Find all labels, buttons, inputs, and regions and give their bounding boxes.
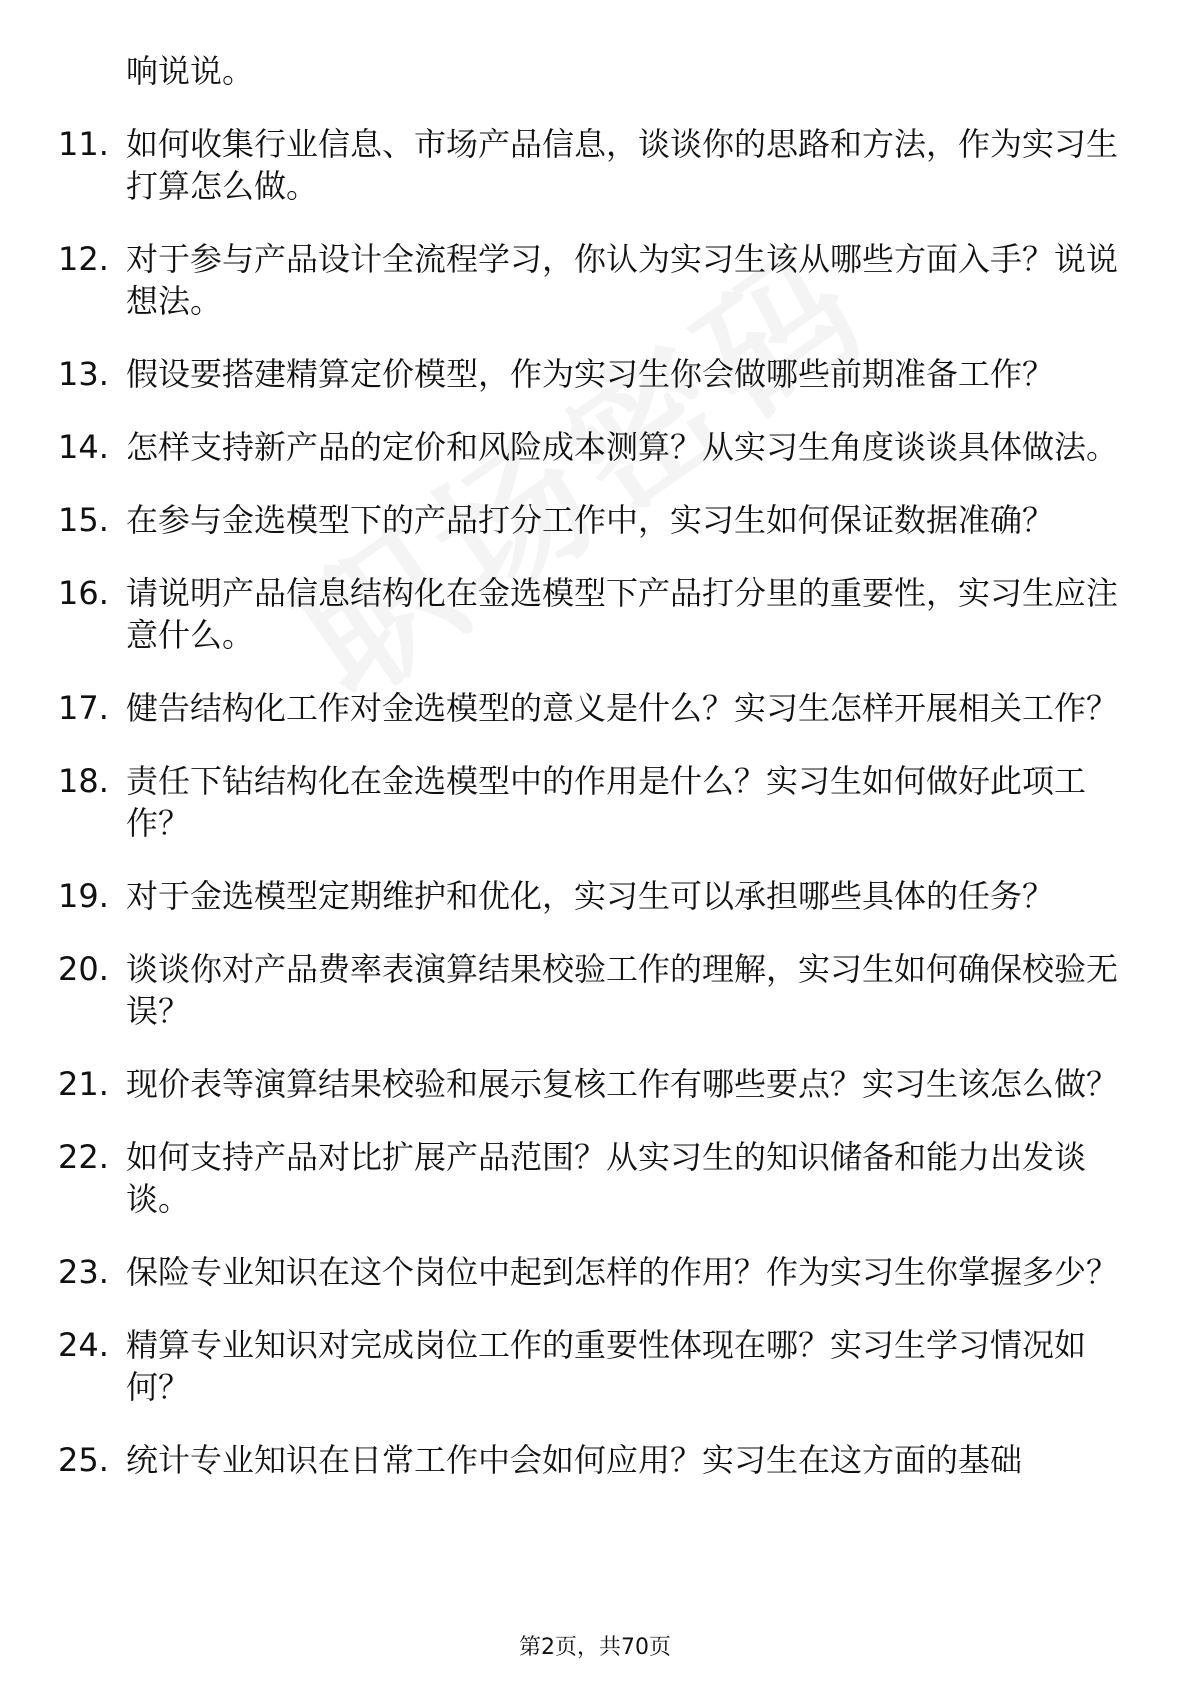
question-text: 对于参与产品设计全流程学习，你认为实习生该从哪些方面入手？说说想法。	[126, 240, 1119, 320]
question-number: 22.	[58, 1138, 109, 1176]
question-number: 13.	[58, 355, 109, 393]
question-item	[58, 1439, 1118, 1481]
question-text: 请说明产品信息结构化在金选模型下产品打分里的重要性，实习生应注意什么。	[126, 574, 1119, 654]
question-text: 在参与金选模型下的产品打分工作中，实习生如何保证数据准确？	[126, 501, 1055, 539]
question-text: 怎样支持新产品的定价和风险成本测算？从实习生角度谈谈具体做法。	[126, 428, 1119, 466]
question-item	[58, 760, 1118, 844]
question-item	[58, 1136, 1118, 1220]
question-number: 11.	[58, 125, 109, 163]
question-text: 精算专业知识对完成岗位工作的重要性体现在哪？实习生学习情况如何？	[126, 1326, 1087, 1406]
question-item	[58, 426, 1118, 468]
question-number: 23.	[58, 1253, 109, 1291]
question-number: 15.	[58, 501, 109, 539]
question-item	[58, 1324, 1118, 1408]
question-number: 25.	[58, 1441, 109, 1479]
question-text: 如何支持产品对比扩展产品范围？从实习生的知识储备和能力出发谈谈。	[126, 1138, 1087, 1218]
page-footer: 第2页，共70页	[519, 1635, 671, 1660]
question-list	[58, 50, 1118, 1512]
question-text: 健告结构化工作对金选模型的意义是什么？实习生怎样开展相关工作？	[126, 689, 1119, 727]
question-number: 12.	[58, 240, 109, 278]
question-number: 14.	[58, 428, 109, 466]
question-text: 保险专业知识在这个岗位中起到怎样的作用？作为实习生你掌握多少？	[126, 1253, 1119, 1291]
question-number: 17.	[58, 689, 109, 727]
question-item	[58, 353, 1118, 395]
question-text: 责任下钻结构化在金选模型中的作用是什么？实习生如何做好此项工作？	[126, 762, 1087, 842]
question-text: 假设要搭建精算定价模型，作为实习生你会做哪些前期准备工作？	[126, 355, 1055, 393]
question-item	[58, 238, 1118, 322]
question-item	[58, 687, 1118, 729]
question-item	[58, 499, 1118, 541]
continued-text: 响说说。	[126, 52, 255, 90]
question-number: 24.	[58, 1326, 109, 1364]
question-text: 如何收集行业信息、市场产品信息，谈谈你的思路和方法，作为实习生打算怎么做。	[126, 125, 1119, 205]
question-text: 对于金选模型定期维护和优化，实习生可以承担哪些具体的任务？	[126, 877, 1055, 915]
question-text: 现价表等演算结果校验和展示复核工作有哪些要点？实习生该怎么做？	[126, 1065, 1119, 1103]
question-number: 20.	[58, 950, 109, 988]
question-text: 统计专业知识在日常工作中会如何应用？实习生在这方面的基础	[126, 1441, 1023, 1479]
question-item	[58, 572, 1118, 656]
question-number: 18.	[58, 762, 109, 800]
question-item	[58, 123, 1118, 207]
question-number: 19.	[58, 877, 109, 915]
question-number: 21.	[58, 1065, 109, 1103]
question-item	[58, 1251, 1118, 1293]
question-number: 16.	[58, 574, 109, 612]
question-item	[58, 948, 1118, 1032]
question-item	[58, 875, 1118, 917]
question-item	[58, 1063, 1118, 1105]
question-text: 谈谈你对产品费率表演算结果校验工作的理解，实习生如何确保校验无误？	[126, 950, 1119, 1030]
